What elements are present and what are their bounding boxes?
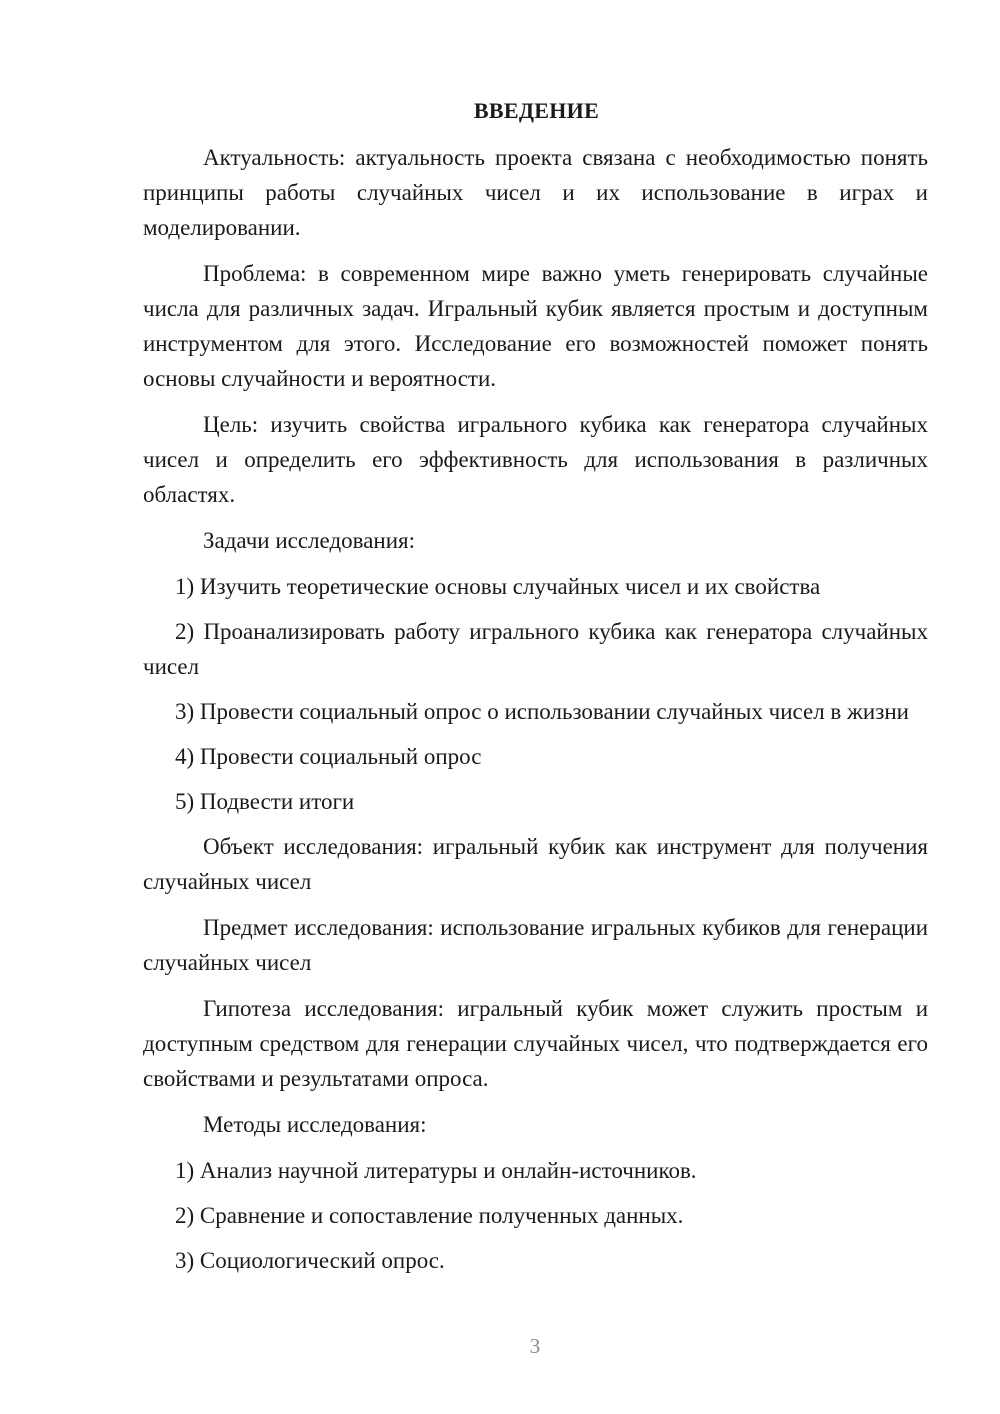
tasks-list [143,569,928,819]
hypothesis-paragraph: Гипотеза исследования: игральный кубик может служить простым и доступным средством для генерации случайных чисел, что подтверждается его свойствами и результатами опроса. [143,996,928,1091]
goal-paragraph: Цель: изучить свойства игрального кубика как генератора случайных чисел и определить его эффективность для использования в различных областях. [143,412,928,507]
method-item: 2) Сравнение и сопоставление полученных данных. [175,1203,684,1228]
task-item: 4) Провести социальный опрос [175,744,482,769]
document-page [143,96,928,1288]
object-paragraph: Объект исследования: игральный кубик как инструмент для получения случайных чисел [143,834,928,894]
task-item: 5) Подвести итоги [175,789,355,814]
relevance-paragraph: Актуальность: актуальность проекта связана с необходимостью понять принципы работы случайных чисел и их использование в играх и моделировании. [143,145,928,240]
page-number: 3 [529,1334,541,1358]
subject-paragraph: Предмет исследования: использование игральных кубиков для генерации случайных чисел [143,915,928,975]
task-item: 2) Проанализировать работу игрального кубика как генератора случайных чисел [143,619,928,679]
task-item: 3) Провести социальный опрос о использовании случайных чисел в жизни [175,699,909,724]
methods-list [143,1153,928,1278]
problem-paragraph: Проблема: в современном мире важно уметь генерировать случайные числа для различных задач. Игральный кубик является простым и доступным инструментом для этого. Исследование его возможностей поможет понять основы случайности и вероятности. [143,261,928,391]
section-title: ВВЕДЕНИЕ [473,98,600,123]
task-item: 1) Изучить теоретические основы случайных чисел и их свойства [175,574,821,599]
tasks-heading: Задачи исследования: [203,528,416,553]
method-item: 1) Анализ научной литературы и онлайн-источников. [175,1158,697,1183]
method-item: 3) Социологический опрос. [175,1248,445,1273]
methods-heading: Методы исследования: [203,1112,427,1137]
